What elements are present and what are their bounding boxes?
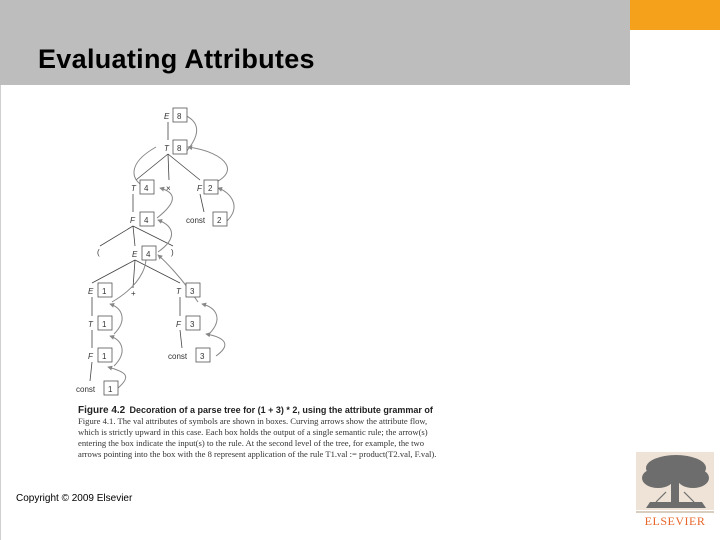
node-e4-symbol: E — [132, 250, 138, 259]
orange-accent-bar — [630, 0, 720, 30]
node-f2-symbol: F — [197, 184, 202, 193]
caption-label: Figure 4.2 — [78, 405, 126, 416]
node-root-value: 8 — [177, 112, 182, 121]
node-f2-value: 2 — [208, 184, 213, 193]
caption-body: Figure 4.1. The val attributes of symbols are shown in boxes. Curving arrows show the attribute flow, which is strictly upward in this case. Each box holds the output of a single semantic rule; the arrow(s) entering the box indicate the input(s) to the rule. At the second level of the tree, for example, the two arrows pointing into the box with the 8 represent application of the rule T1.val := product(T2.val, F.val). — [78, 416, 437, 459]
node-e1-value: 1 — [102, 287, 107, 296]
node-const3-label: const — [168, 352, 188, 361]
value-boxes — [98, 108, 227, 395]
node-const1-value: 1 — [108, 385, 113, 394]
slide-left-border — [0, 85, 1, 540]
node-t1-symbol: T — [88, 320, 93, 329]
elsevier-wordmark: ELSEVIER — [644, 514, 706, 528]
node-root-symbol: E — [164, 112, 170, 121]
node-f4-symbol: F — [130, 216, 135, 225]
parse-tree-figure — [70, 100, 450, 400]
node-t1-value: 1 — [102, 320, 107, 329]
node-f1-value: 1 — [102, 352, 107, 361]
node-plus-op: + — [131, 289, 136, 298]
node-const2-label: const — [186, 216, 206, 225]
node-t3-value: 3 — [190, 287, 195, 296]
node-e4-value: 4 — [146, 250, 151, 259]
node-t4-symbol: T — [131, 184, 136, 193]
node-e1-symbol: E — [88, 287, 94, 296]
node-t8-symbol: T — [164, 144, 169, 153]
node-t8-value: 8 — [177, 144, 182, 153]
node-lparen: ( — [97, 248, 100, 257]
node-const2-value: 2 — [217, 216, 222, 225]
caption-heading: Decoration of a parse tree for (1 + 3) * 2, using the attribute grammar of — [129, 405, 433, 415]
figure-caption — [78, 405, 448, 460]
node-f4-value: 4 — [144, 216, 149, 225]
node-const1-label: const — [76, 385, 96, 394]
slide-title: Evaluating Attributes — [38, 44, 315, 74]
node-t3-symbol: T — [176, 287, 181, 296]
node-rparen: ) — [171, 248, 174, 257]
node-f1-symbol: F — [88, 352, 93, 361]
node-const3-value: 3 — [200, 352, 205, 361]
copyright-notice: Copyright © 2009 Elsevier — [16, 493, 133, 504]
node-f3-value: 3 — [190, 320, 195, 329]
node-times-op: × — [166, 184, 171, 193]
node-f3-symbol: F — [176, 320, 181, 329]
node-t4-value: 4 — [144, 184, 149, 193]
